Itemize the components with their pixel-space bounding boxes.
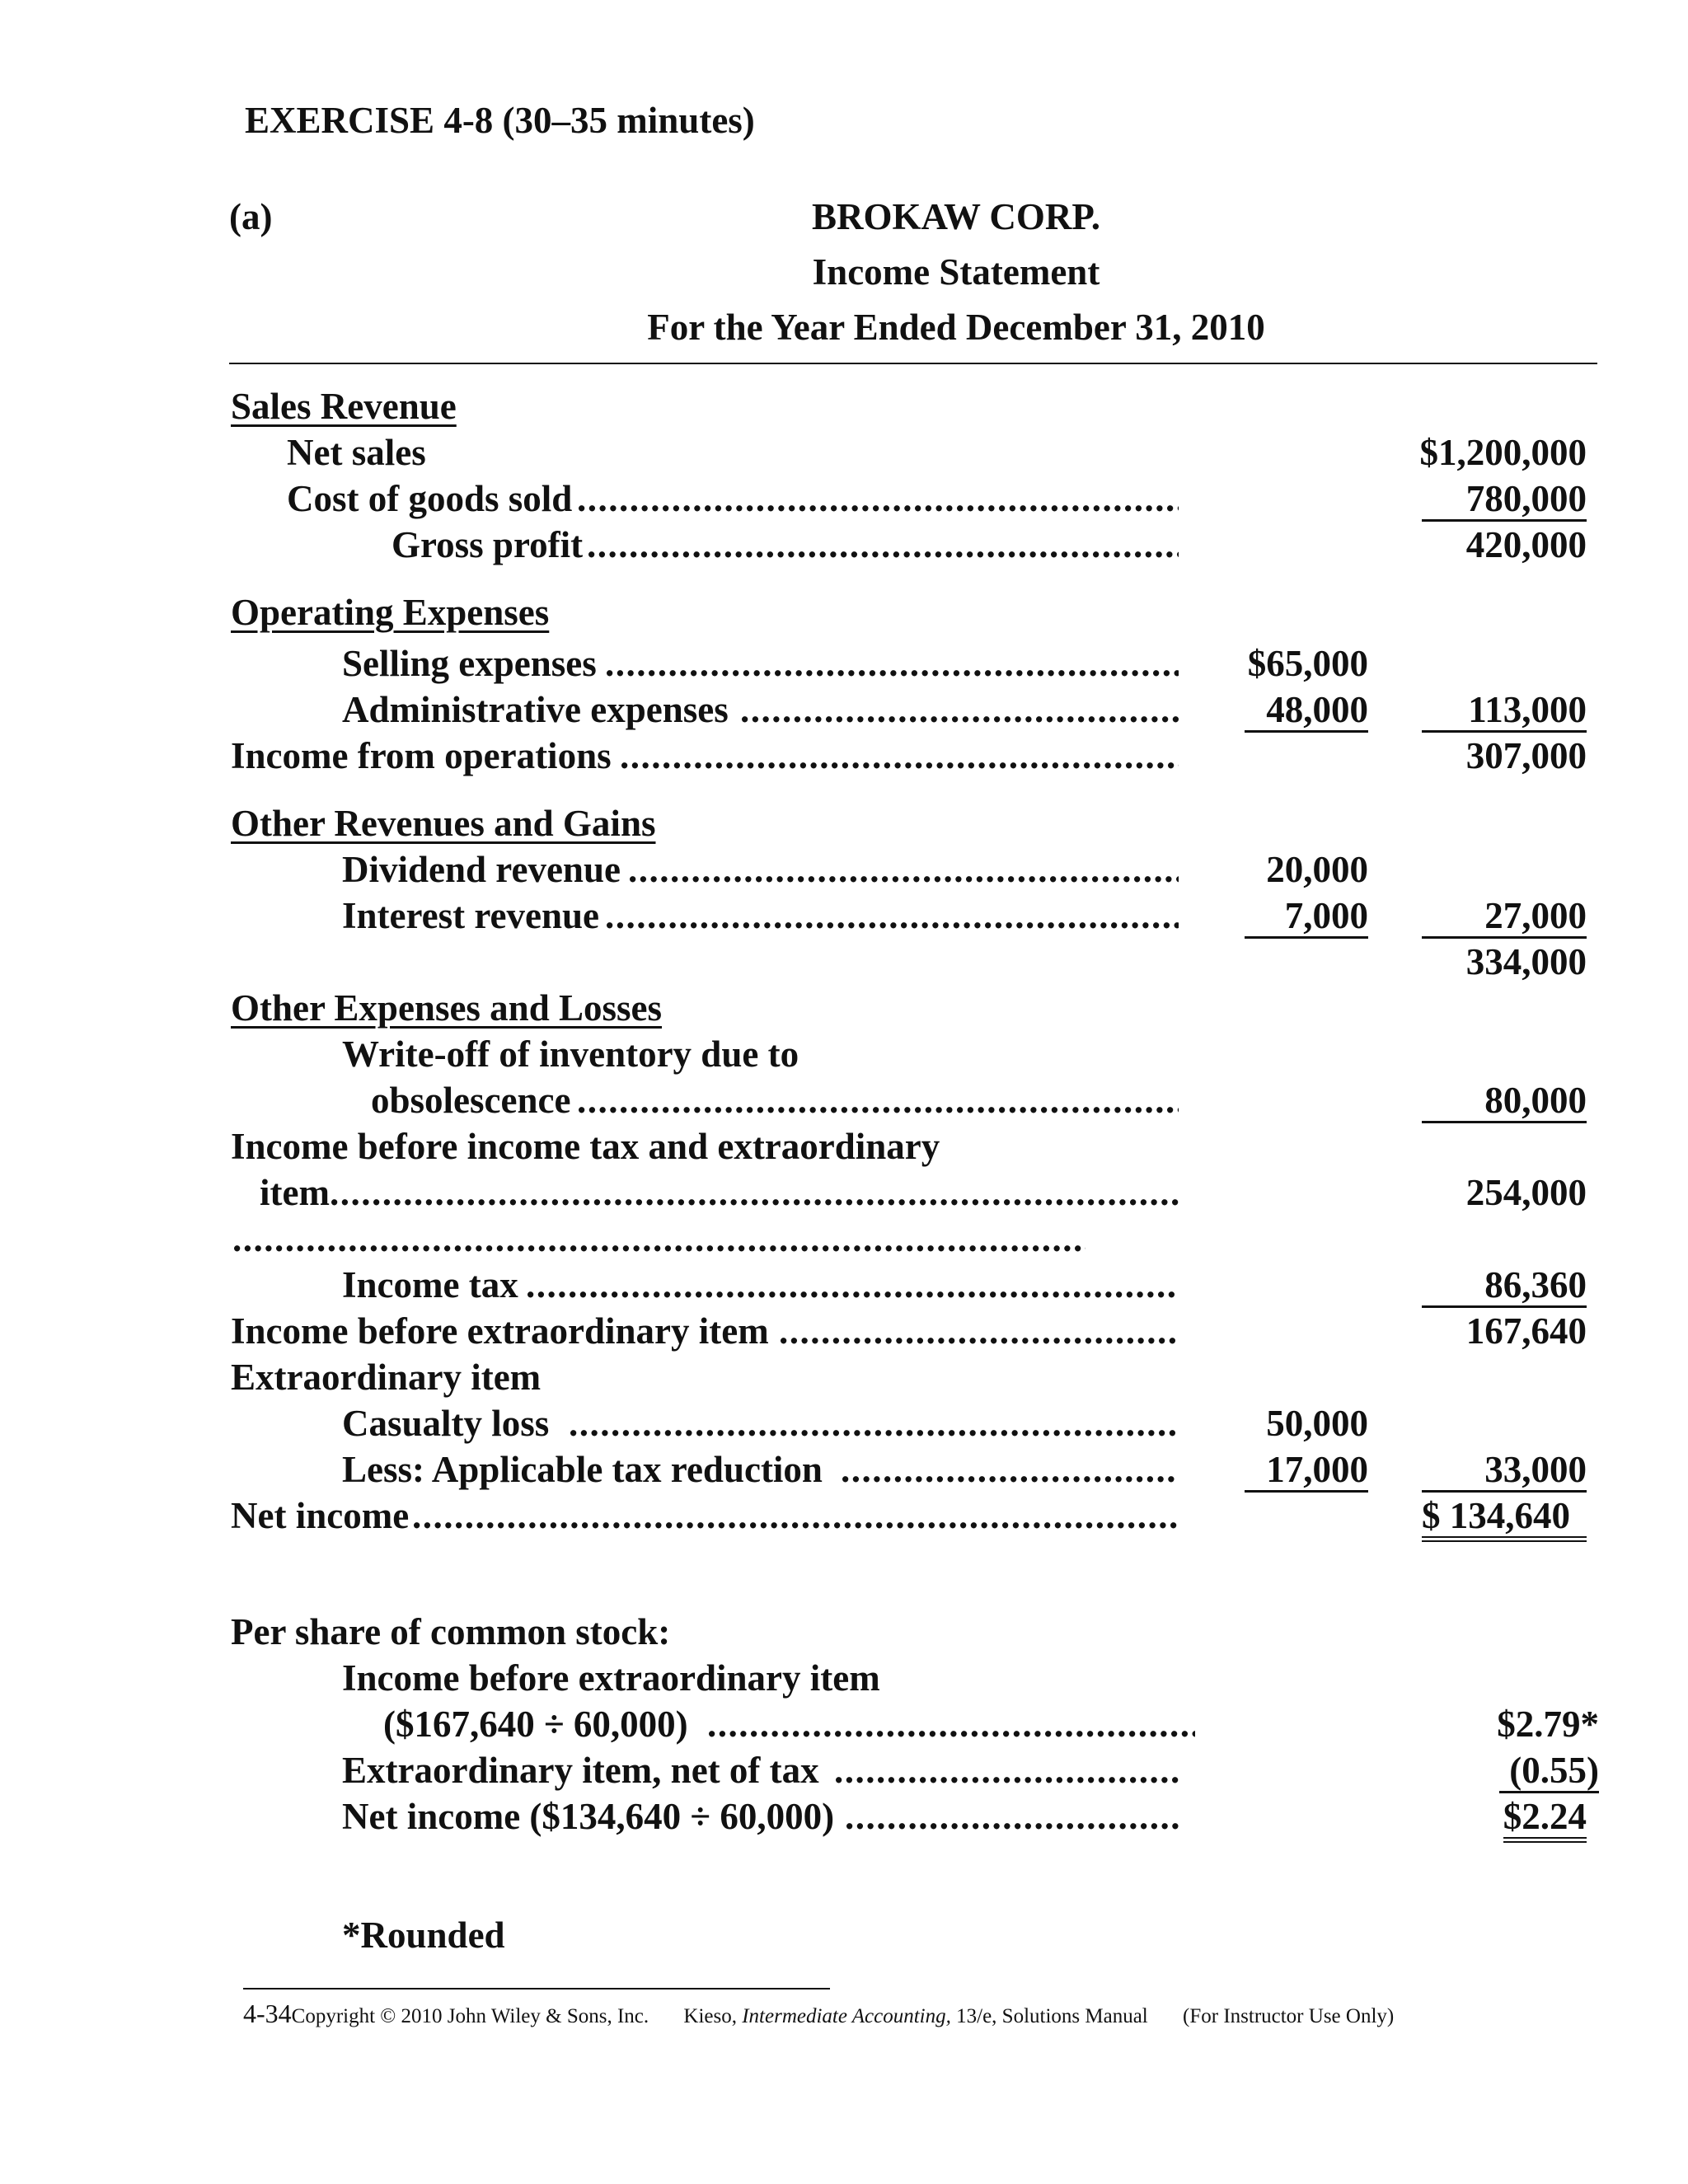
footer — [243, 1999, 1394, 2029]
leader-dots — [232, 1216, 1085, 1262]
opex-total: 113,000 — [1422, 689, 1587, 733]
section-other-expenses: Other Expenses and Losses — [231, 987, 663, 1029]
line-writeoff-1: Write-off of inventory due to — [342, 1033, 799, 1075]
leader-dots — [620, 733, 1179, 779]
section-sales-revenue: Sales Revenue — [231, 386, 457, 427]
line-income-tax: Income tax ..... 86,360 — [0, 1262, 1688, 1308]
book-post: 13/e, Solutions Manual — [950, 2005, 1148, 2027]
leader-dots — [605, 640, 1179, 687]
ps-ibe-value: $2.79* — [1497, 1704, 1599, 1745]
leader-dots — [834, 1747, 1179, 1793]
line-net-sales: Net sales $1,200,000 — [0, 429, 1688, 476]
copyright: Copyright © 2010 John Wiley & Sons, Inc. — [291, 2005, 649, 2027]
line-selling: Selling expenses ..... $65,000 — [0, 640, 1688, 687]
line-tax-reduction: Less: Applicable tax reduction ..... 17,000 33,000 — [0, 1446, 1688, 1493]
line-dots-only — [0, 1216, 1688, 1262]
leader-dots — [845, 1793, 1179, 1840]
leader-dots — [707, 1701, 1195, 1747]
book-pre: Kieso, — [683, 2005, 743, 2027]
line-gross-profit: Gross profit ..... 420,000 — [0, 522, 1688, 568]
casualty-amount: 50,000 — [1266, 1403, 1368, 1444]
footer-rule — [243, 1988, 830, 1990]
leader-dots — [628, 846, 1179, 893]
ps-ibe-1: Income before extraordinary item — [342, 1657, 880, 1699]
line-income-ops: Income from operations ..... 307,000 — [0, 733, 1688, 779]
ibe-amount: 167,640 — [1465, 1310, 1587, 1352]
line-interest: Interest revenue ..... 7,000 27,000 — [0, 893, 1688, 939]
income-tax-amount: 86,360 — [1422, 1264, 1587, 1308]
header-rule — [229, 363, 1597, 364]
line-writeoff-2: obsolescence ..... 80,000 — [0, 1077, 1688, 1123]
admin-amount: 48,000 — [1245, 689, 1368, 733]
line-dividend: Dividend revenue ..... 20,000 — [0, 846, 1688, 893]
line-ibt-1: Income before income tax and extraordinary — [231, 1126, 940, 1167]
leader-dots — [841, 1446, 1179, 1493]
ps-extra-value: (0.55) — [1499, 1750, 1599, 1793]
net-income-amount: $ 134,640 — [1422, 1495, 1587, 1542]
part-label: (a) — [229, 196, 273, 237]
line-cogs: Cost of goods sold ..... 780,000 — [0, 476, 1688, 522]
leader-dots — [577, 1077, 1179, 1123]
leader-dots — [740, 687, 1179, 733]
extraordinary-total: 33,000 — [1422, 1449, 1587, 1493]
other-revenues-total: 27,000 — [1422, 895, 1587, 939]
selling-amount: $65,000 — [1247, 643, 1368, 684]
net-sales-amount: $1,200,000 — [1419, 432, 1587, 473]
ps-extra: Extraordinary item, net of tax ..... (0.55) — [0, 1747, 1688, 1793]
leader-dots — [779, 1308, 1179, 1354]
line-net-income: Net income ..... $ 134,640 — [0, 1493, 1688, 1539]
subtotal-amount: 334,000 — [1465, 941, 1587, 982]
company-name: BROKAW CORP. — [811, 196, 1101, 237]
cogs-amount: 780,000 — [1422, 478, 1587, 522]
leader-dots — [605, 893, 1179, 939]
rounded-note: *Rounded — [342, 1915, 505, 1956]
leader-dots — [526, 1262, 1179, 1308]
line-subtotal — [0, 939, 1688, 985]
line-ibe: Income before extraordinary item ..... 167,640 — [0, 1308, 1688, 1354]
line-admin: Administrative expenses ..... 48,000 113,000 — [0, 687, 1688, 733]
section-operating-expenses: Operating Expenses — [231, 592, 550, 633]
section-extraordinary: Extraordinary item — [231, 1357, 542, 1398]
exercise-title: EXERCISE 4-8 (30–35 minutes) — [245, 100, 755, 141]
leader-dots — [577, 476, 1179, 522]
gross-profit-amount: 420,000 — [1465, 524, 1587, 565]
line-casualty: Casualty loss ..... 50,000 — [0, 1400, 1688, 1446]
dividend-amount: 20,000 — [1266, 849, 1368, 890]
tax-reduction-amount: 17,000 — [1245, 1449, 1368, 1493]
ibt-amount: 254,000 — [1465, 1172, 1587, 1213]
ps-ibe-2: ($167,640 ÷ 60,000) ..... $2.79* — [0, 1701, 1688, 1747]
statement-period: For the Year Ended December 31, 2010 — [647, 307, 1265, 348]
income-ops-amount: 307,000 — [1465, 735, 1587, 776]
leader-dots — [587, 522, 1179, 568]
leader-dots — [569, 1400, 1179, 1446]
section-other-revenues: Other Revenues and Gains — [231, 803, 656, 844]
ps-net: Net income ($134,640 ÷ 60,000) ..... $2.24 — [0, 1793, 1688, 1840]
writeoff-amount: 80,000 — [1422, 1080, 1587, 1123]
leader-dots — [412, 1493, 1179, 1539]
page-number: 4-34 — [243, 1999, 292, 2028]
section-per-share: Per share of common stock: — [231, 1611, 671, 1652]
interest-amount: 7,000 — [1245, 895, 1368, 939]
book-title: Intermediate Accounting, — [742, 2005, 951, 2027]
leader-dots — [330, 1169, 1179, 1216]
instructor-note: (For Instructor Use Only) — [1183, 2005, 1395, 2027]
statement-title: Income Statement — [812, 251, 1100, 293]
ps-net-value: $2.24 — [1503, 1796, 1587, 1843]
line-ibt-2: item ..... 254,000 — [0, 1169, 1688, 1216]
